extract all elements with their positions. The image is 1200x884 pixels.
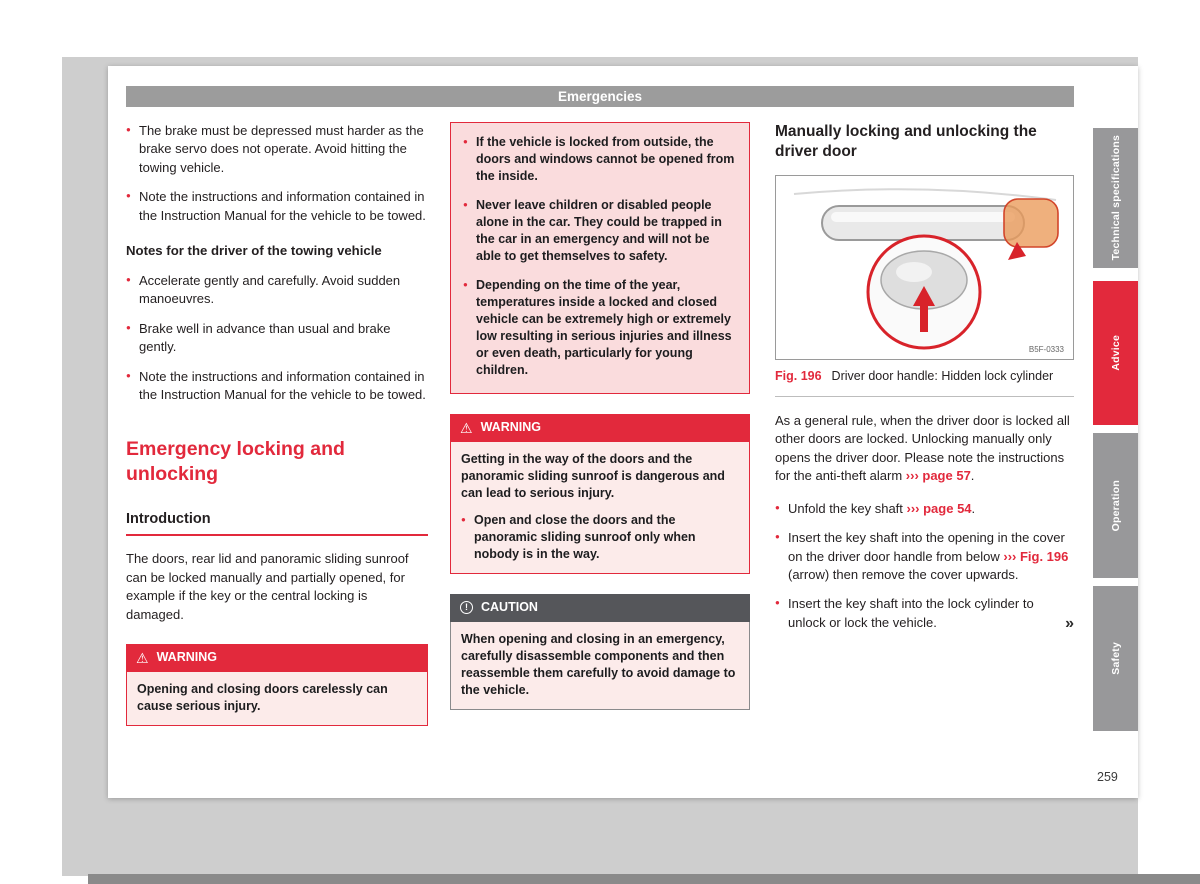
figure-code: B5F-0333 bbox=[1028, 345, 1064, 355]
danger-bullet-list bbox=[463, 134, 737, 379]
notes-heading: Notes for the driver of the towing vehicle bbox=[126, 243, 382, 259]
topic-heading: Manually locking and unlocking the driver door bbox=[775, 123, 1037, 161]
arrow-shaft bbox=[920, 304, 928, 332]
bullet-item: ● Note the instructions and information contained in the Instruction Manual for the vehicle to be towed. bbox=[126, 368, 428, 405]
paragraph-text: . bbox=[970, 468, 975, 484]
bullet-item: ● Accelerate gently and carefully. Avoid sudden manoeuvres. bbox=[126, 272, 428, 309]
introduction-paragraph: The doors, rear lid and panoramic sliding sunroof can be locked manually and partially opened, for example if the key or the central locking is damaged. bbox=[126, 551, 409, 622]
side-tab-safety: Safety bbox=[1093, 586, 1138, 731]
towed-vehicle-bullet-list bbox=[126, 122, 428, 225]
page-number: 259 bbox=[1097, 770, 1118, 784]
side-tab-technical-specifications: Technical specifications bbox=[1093, 128, 1138, 268]
cap-highlight bbox=[896, 262, 932, 282]
warning-box-label: WARNING bbox=[156, 650, 217, 665]
scan-bottom-edge bbox=[88, 874, 1200, 884]
caution-box-body bbox=[450, 622, 750, 710]
paragraph-text: As a general rule, when the driver door is locked all other doors are locked. Unlocking manually only opens the driver door. Please note the instructions for the anti-theft alarm bbox=[775, 412, 1070, 484]
figure-caption-text: Driver door handle: Hidden lock cylinder bbox=[831, 369, 1054, 384]
figure-caption bbox=[775, 360, 1074, 397]
page-continue-marker: » bbox=[1065, 614, 1074, 632]
bullet-item: ● If the vehicle is locked from outside, the doors and windows cannot be opened from the inside. bbox=[463, 134, 737, 185]
bullet-item: ● Never leave children or disabled people alone in the car. They could be trapped in the car in an emergency and will not be able to get themselves to safety. bbox=[463, 197, 737, 265]
warning-box bbox=[450, 414, 750, 574]
figure-reference-link[interactable]: ››› Fig. 196 bbox=[1003, 548, 1069, 564]
body-paragraph bbox=[775, 412, 1074, 486]
side-tab-advice: Advice bbox=[1093, 281, 1138, 425]
instruction-bullet-list bbox=[775, 500, 1074, 633]
handle-end-cover-orange bbox=[1004, 199, 1058, 247]
column-middle bbox=[450, 122, 750, 710]
caution-circle-icon: ! bbox=[460, 601, 473, 614]
bullet-item: ● Open and close the doors and the panoramic sliding sunroof only when nobody is in the way. bbox=[461, 512, 739, 563]
warning-box-body bbox=[450, 442, 750, 574]
door-handle-highlight bbox=[831, 212, 1015, 222]
warning-text: Opening and closing doors carelessly can cause serious injury. bbox=[137, 681, 388, 713]
section-title: Emergency locking and unlocking bbox=[126, 437, 345, 485]
page-header-title: Emergencies bbox=[557, 89, 643, 104]
figure-door-handle-illustration bbox=[775, 175, 1074, 360]
warning-box-body bbox=[126, 672, 428, 726]
bullet-item: ● Note the instructions and information contained in the Instruction Manual for the vehicle to be towed. bbox=[126, 188, 428, 225]
warning-box bbox=[126, 644, 428, 726]
bullet-item: ● Unfold the key shaft ››› page 54. bbox=[775, 500, 1074, 518]
caution-text: When opening and closing in an emergency, carefully disassemble components and then reassemble them carefully to avoid damage to the vehicle. bbox=[461, 631, 736, 697]
warning-triangle-icon: ⚠ bbox=[460, 419, 473, 436]
page-header bbox=[126, 86, 1074, 107]
page-reference-link[interactable]: ››› page 54 bbox=[906, 500, 972, 516]
side-tab-operation: Operation bbox=[1093, 433, 1138, 578]
column-right bbox=[775, 122, 1074, 643]
warning-box-header bbox=[450, 414, 750, 442]
bullet-item: ● Insert the key shaft into the opening in the cover on the driver door handle from below ››› Fig. 196 (arrow) then remove the cover upwards. bbox=[775, 529, 1074, 584]
warning-triangle-icon: ⚠ bbox=[136, 649, 149, 666]
page-reference-link[interactable]: ››› page 57 bbox=[905, 468, 971, 484]
bullet-item: ● Brake well in advance than usual and brake gently. bbox=[126, 320, 428, 357]
bullet-item: ● Depending on the time of the year, temperatures inside a locked and closed vehicle can be extremely high or extremely low resulting in serious injuries and illness or even death, particularly for young children. bbox=[463, 277, 737, 379]
warning-box-label: WARNING bbox=[480, 420, 541, 434]
warning-bullet-list bbox=[461, 512, 739, 563]
caution-box bbox=[450, 594, 750, 710]
bullet-item: ● Insert the key shaft into the lock cylinder to unlock or lock the vehicle. » bbox=[775, 595, 1074, 632]
towing-driver-bullet-list bbox=[126, 272, 428, 405]
danger-note-box bbox=[450, 122, 750, 394]
bullet-item: ● The brake must be depressed must harder as the brake servo does not operate. Avoid hitting the towing vehicle. bbox=[126, 122, 428, 177]
column-left bbox=[126, 122, 428, 726]
figure-caption-label: Fig. 196 bbox=[775, 369, 822, 384]
introduction-heading: Introduction bbox=[126, 509, 428, 537]
warning-text: Getting in the way of the doors and the panoramic sliding sunroof is dangerous and can lead to serious injury. bbox=[461, 451, 725, 500]
caution-box-label: CAUTION bbox=[481, 599, 538, 614]
warning-box-header bbox=[126, 644, 428, 672]
manual-page bbox=[108, 66, 1138, 798]
caution-box-header bbox=[450, 594, 750, 622]
